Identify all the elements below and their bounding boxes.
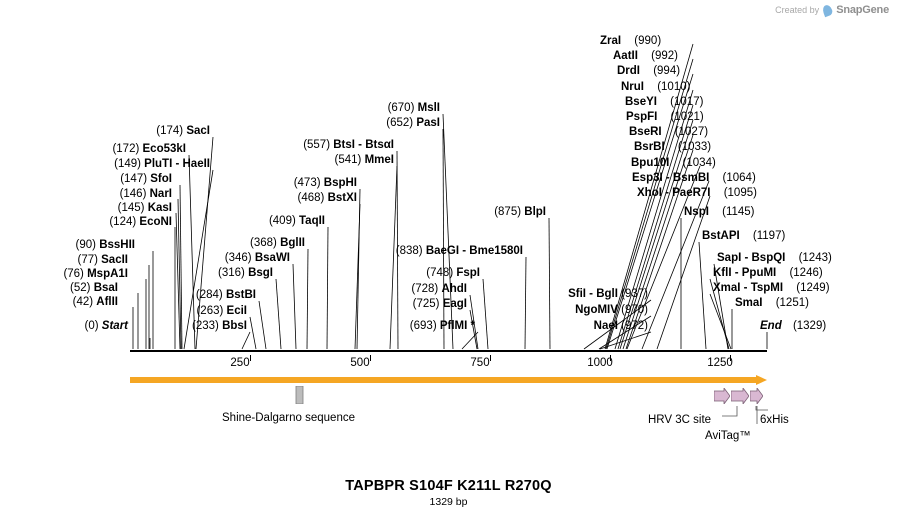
site-name: KasI (147, 202, 172, 214)
credit-text: Created by (775, 5, 820, 15)
site-name: BstXI (327, 192, 357, 204)
site-position: (409) (268, 215, 296, 227)
site-position: (1249) (796, 282, 830, 294)
site-name: BaeGI - Bme1580I (425, 245, 523, 257)
site-position: (473) (293, 177, 321, 189)
ruler-label-1000: 1000 (587, 357, 613, 369)
site-position: (0) (84, 320, 99, 332)
site-position: (174) (156, 125, 184, 137)
site-position: (1021) (670, 111, 704, 123)
site-position: (1095) (723, 187, 757, 199)
site-position: (937) (621, 288, 648, 300)
site-name: NarI (149, 188, 172, 200)
ruler-label-500: 500 (350, 357, 370, 369)
site-position: (1033) (677, 141, 712, 153)
site-position: (838) (395, 245, 423, 257)
site-name: Start (101, 320, 128, 332)
site-position: (1197) (752, 230, 786, 242)
site-position: (284) (195, 289, 223, 301)
snapgene-brand: SnapGene (836, 4, 889, 16)
site-name: EagI (442, 298, 467, 310)
orf-arrow[interactable] (130, 375, 767, 385)
site-position: (994) (653, 65, 681, 77)
site-name: AflII (96, 296, 118, 308)
site-name: BsgI (248, 267, 273, 279)
site-name: ZraI (600, 35, 622, 47)
site-position: (1027) (674, 126, 709, 138)
site-position: (42) (72, 296, 94, 308)
site-position: (1017) (670, 96, 704, 108)
avitag-label: AviTag™ (705, 430, 751, 442)
site-name: SfiI - BglI (568, 288, 618, 300)
site-position: (1145) (722, 206, 755, 218)
site-position: (1064) (722, 172, 756, 184)
site-position: (670) (387, 102, 415, 114)
site-position: (728) (411, 283, 439, 295)
site-name: PspFI (626, 111, 658, 123)
site-position: (1329) (792, 320, 827, 332)
site-name: SacII (101, 254, 128, 266)
plasmid-length: 1329 bp (429, 496, 468, 508)
site-position: (990) (634, 35, 662, 47)
site-position: (1010) (657, 81, 691, 93)
site-position: (693) (409, 320, 437, 332)
site-name: SacI (186, 125, 210, 137)
site-position: (76) (63, 268, 84, 280)
site-name: Esp3I - BsmBI (632, 172, 710, 184)
site-name: XmaI - TspMI (713, 282, 784, 294)
shine-dalgarno-feature[interactable] (293, 386, 307, 404)
site-name: SapI - BspQI (717, 252, 786, 264)
site-name: NruI (621, 81, 644, 93)
site-name: SmaI (735, 297, 763, 309)
site-position: (557) (303, 139, 331, 151)
site-name: MspA1I (87, 268, 128, 280)
site-position: (149) (114, 158, 141, 170)
ruler-tick-500 (370, 355, 371, 361)
site-name: BbsI (222, 320, 247, 332)
ruler-label-750: 750 (470, 357, 490, 369)
site-position: (233) (192, 320, 219, 332)
site-name: BspHI (323, 177, 357, 189)
site-name: BsaWI (254, 252, 290, 264)
site-name: MslI (417, 102, 440, 114)
site-position: (1251) (775, 297, 809, 309)
site-name: PasI (416, 117, 440, 129)
site-position: (652) (386, 117, 414, 129)
ruler-label-250: 250 (230, 357, 250, 369)
site-name: BsaI (93, 282, 118, 294)
site-position: (875) (494, 206, 522, 218)
hrv-3c-site-label: HRV 3C site (648, 414, 712, 426)
site-position: (1246) (789, 267, 823, 279)
site-name: AhdI (441, 283, 467, 295)
site-position: (124) (109, 216, 137, 228)
site-name: KflI - PpuMI (713, 267, 777, 279)
site-name: PluTI - HaeII (144, 158, 210, 170)
site-name: BseRI (629, 126, 662, 138)
site-position: (146) (119, 188, 147, 200)
site-name: BsrBI (634, 141, 665, 153)
site-position: (147) (120, 173, 148, 185)
site-position: (541) (334, 154, 362, 166)
site-position: (992) (651, 50, 678, 62)
site-name: BtsI - BtsαI (333, 139, 394, 151)
site-name: SfoI (150, 173, 172, 185)
ruler-tick-750 (490, 355, 491, 361)
6xhis-label: 6xHis (760, 414, 789, 426)
site-name: BglII (280, 237, 305, 249)
site-name: EcoNI (139, 216, 172, 228)
site-position: (77) (77, 254, 98, 266)
site-name: BlpI (524, 206, 546, 218)
site-name: End (760, 320, 782, 332)
site-position: (468) (297, 192, 325, 204)
site-position: (725) (412, 298, 440, 310)
site-position: (368) (250, 237, 277, 249)
page-title: TAPBPR S104F K211L R270Q (345, 478, 552, 494)
site-position: (263) (196, 305, 224, 317)
site-position: (316) (218, 267, 245, 279)
site-name: EciI (226, 305, 247, 317)
site-name: BssHII (99, 239, 135, 251)
sequence-ruler (130, 350, 767, 355)
site-name: BstBI (225, 289, 256, 301)
site-position: (1243) (798, 252, 832, 264)
site-name: PflMI * (439, 320, 475, 332)
site-name: AatII (613, 50, 638, 62)
site-name: XhoI - PaeR7I (637, 187, 711, 199)
site-position: (972) (621, 320, 648, 332)
site-position: (1034) (682, 157, 716, 169)
site-name: Eco53kI (142, 143, 186, 155)
site-position: (172) (112, 143, 140, 155)
site-name: NaeI (593, 320, 618, 332)
site-name: FspI (456, 267, 480, 279)
site-position: (970) (621, 304, 648, 316)
site-name: BstAPI (702, 230, 740, 242)
ruler-label-1250: 1250 (707, 357, 733, 369)
site-name: MmeI (364, 154, 394, 166)
site-position: (346) (224, 252, 252, 264)
site-position: (52) (70, 282, 91, 294)
site-position: (145) (117, 202, 145, 214)
shine-dalgarno-label: Shine-Dalgarno sequence (222, 412, 355, 424)
site-name: NgoMIV (575, 304, 618, 316)
site-name: NspI (684, 206, 709, 218)
site-position: (748) (426, 267, 454, 279)
site-name: TaqII (299, 215, 325, 227)
site-name: BseYI (625, 96, 657, 108)
ruler-tick-250 (250, 355, 251, 361)
site-name: DrdI (617, 65, 640, 77)
site-position: (90) (75, 239, 96, 251)
site-name: Bpu10I (631, 157, 670, 169)
